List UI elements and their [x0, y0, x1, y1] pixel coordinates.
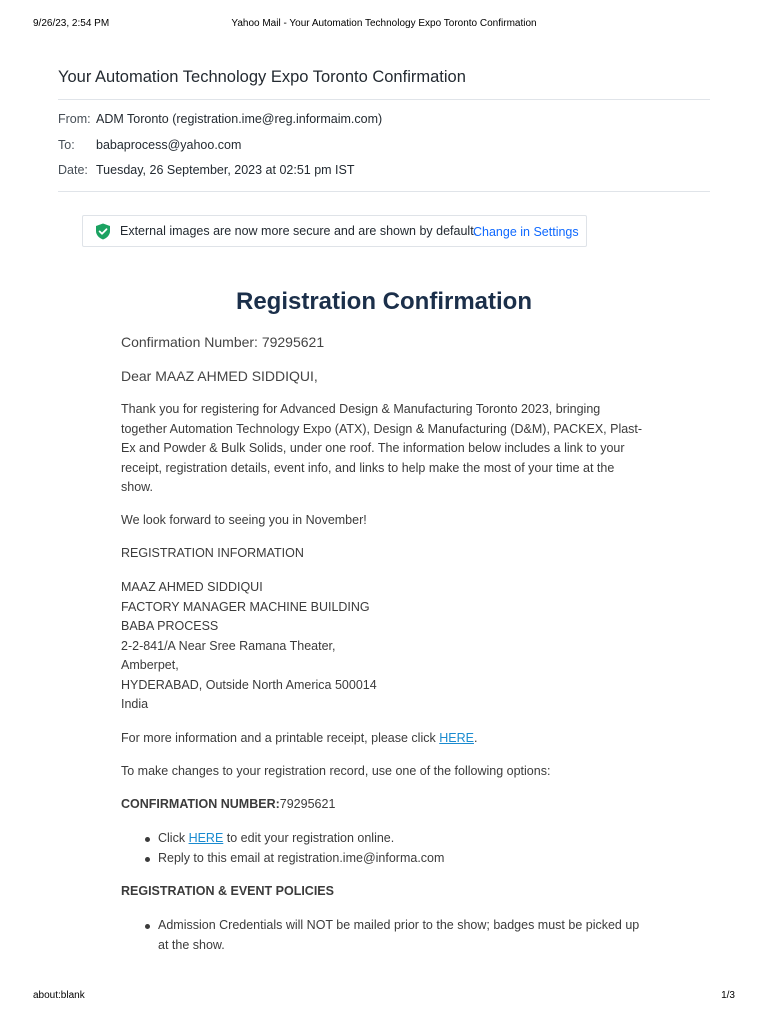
option1-post: to edit your registration online.: [223, 831, 395, 845]
greeting: Dear MAAZ AHMED SIDDIQUI,: [121, 368, 318, 384]
from-label: From:: [58, 112, 91, 126]
address-line: HYDERABAD, Outside North America 500014: [121, 677, 377, 692]
conf-number-value: 79295621: [279, 797, 336, 811]
change-in-settings-link[interactable]: Change in Settings: [473, 225, 579, 239]
receipt-here-link[interactable]: HERE: [439, 731, 474, 745]
policies-list: [121, 916, 646, 955]
email-date-row: [58, 163, 355, 177]
list-item: Reply to this email at registration.ime@informa.com: [158, 849, 646, 869]
receipt-end: .: [473, 731, 478, 745]
intro-paragraph: Thank you for registering for Advanced Design & Manufacturing Toronto 2023, bringing together Automation Technology Expo (ATX), Design & Manufacturing (D&M), PACKEX, Plast-Ex and Powder & Bulk Solids, under one roof. The information below includes a link to your receipt, registration details, event info, and links to help make the most of your time at the show.: [121, 402, 643, 494]
registrant-address: [121, 578, 646, 715]
registration-heading: Registration Confirmation: [235, 288, 532, 315]
changes-line: To make changes to your registration record, use one of the following options:: [121, 764, 551, 778]
print-page-title: Yahoo Mail - Your Automation Technology Expo Toronto Confirmation: [231, 18, 537, 29]
address-line: India: [121, 697, 149, 711]
to-value: babaprocess@yahoo.com: [96, 138, 242, 152]
divider: [58, 99, 710, 100]
address-line: FACTORY MANAGER MACHINE BUILDING: [121, 599, 370, 614]
from-value: ADM Toronto (registration.ime@reg.informaim.com): [96, 112, 383, 126]
date-value: Tuesday, 26 September, 2023 at 02:51 pm IST: [96, 163, 355, 177]
email-from-row: [58, 112, 382, 126]
policies-title: REGISTRATION & EVENT POLICIES: [121, 884, 334, 898]
list-item: Admission Credentials will NOT be mailed prior to the show; badges must be picked up at the show.: [158, 916, 646, 955]
notice-text: External images are now more secure and are shown by default.: [120, 224, 478, 238]
date-label: Date:: [58, 163, 88, 177]
list-item: [158, 829, 646, 849]
options-list: [121, 829, 646, 868]
to-label: To:: [58, 138, 75, 152]
address-line: MAAZ AHMED SIDDIQUI: [121, 580, 263, 594]
print-footer: [33, 990, 735, 1004]
shield-check-icon: [95, 223, 111, 240]
look-forward-line: We look forward to seeing you in November!: [121, 513, 367, 527]
confirmation-number-line: Confirmation Number: 79295621: [121, 334, 325, 350]
print-header: [33, 18, 735, 32]
page-number: 1/3: [721, 990, 735, 1001]
print-datetime: 9/26/23, 2:54 PM: [33, 18, 110, 29]
address-line: 2-2-841/A Near Sree Ramana Theater,: [121, 638, 336, 653]
receipt-line: [121, 729, 646, 749]
email-to-row: [58, 138, 241, 152]
receipt-text: For more information and a printable receipt, please click: [121, 731, 440, 745]
divider: [58, 191, 710, 192]
address-line: Amberpet,: [121, 658, 179, 672]
print-url: about:blank: [33, 990, 85, 1001]
address-line: BABA PROCESS: [121, 619, 219, 633]
confirmation-number-block: [121, 795, 646, 815]
option1-pre: Click: [158, 831, 189, 845]
email-subject: Your Automation Technology Expo Toronto Confirmation: [58, 68, 466, 86]
registration-info-title: REGISTRATION INFORMATION: [121, 546, 304, 560]
conf-number-label: CONFIRMATION NUMBER:: [121, 797, 280, 811]
edit-here-link[interactable]: HERE: [188, 831, 224, 845]
external-images-notice: [82, 215, 587, 247]
